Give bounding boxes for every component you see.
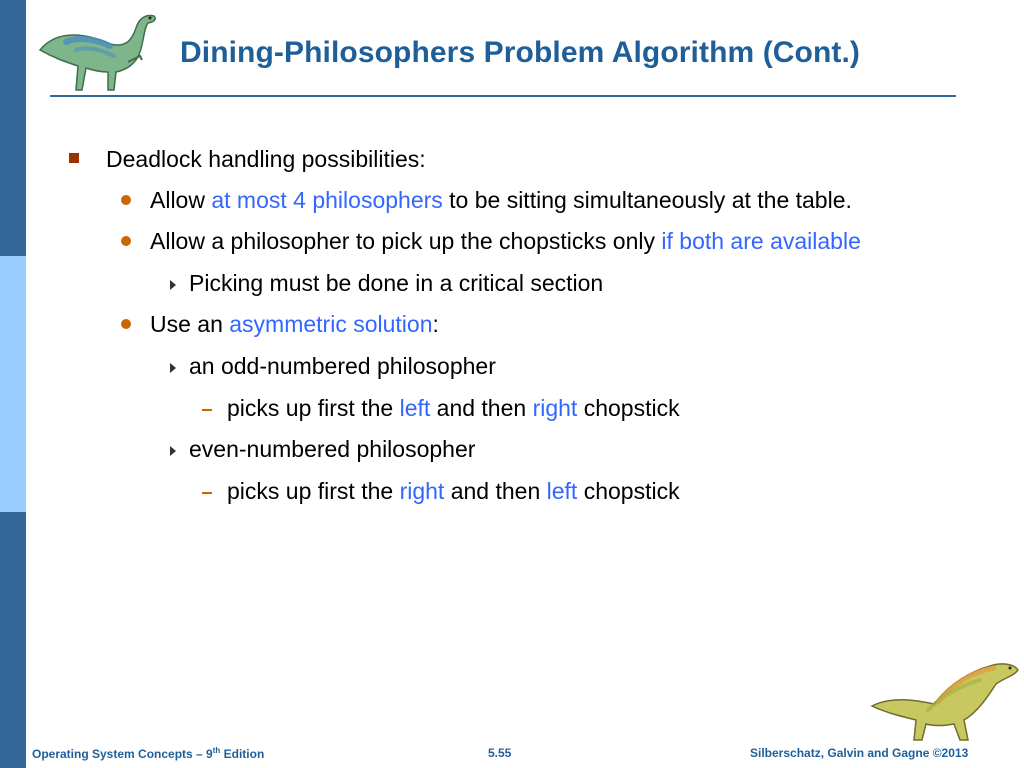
text-segment: Operating System Concepts – 9 (32, 747, 213, 761)
highlight-text: if both are available (661, 228, 861, 254)
bullet-at-most-four (150, 186, 852, 214)
text-segment: Allow a philosopher to pick up the chopsticks only (150, 228, 662, 254)
slide-number: 5.55 (488, 746, 512, 760)
side-bar-top (0, 0, 26, 256)
text-segment: picks up first the (227, 478, 400, 504)
dash-bullet-icon (202, 492, 212, 494)
highlight-text: asymmetric solution (229, 311, 433, 337)
superscript: th (212, 746, 221, 755)
bullet-odd-detail (227, 394, 680, 422)
text-segment: and then (444, 478, 547, 504)
side-bar-bottom (0, 512, 26, 768)
text-segment: chopstick (577, 395, 680, 421)
square-bullet-icon (69, 153, 79, 163)
bullet-asymmetric-solution (150, 310, 439, 338)
dash-bullet-icon (202, 409, 212, 411)
text-segment: to be sitting simultaneously at the table. (442, 187, 852, 213)
triangle-bullet-icon (170, 446, 176, 456)
text-segment: : (432, 311, 439, 337)
highlight-text: left (546, 478, 578, 504)
text-segment: Use an (150, 311, 230, 337)
text-segment: picks up first the (227, 395, 400, 421)
text-segment: Edition (220, 747, 265, 761)
dot-bullet-icon (121, 195, 131, 205)
bullet-if-both-available (150, 227, 861, 255)
side-bar-middle (0, 256, 26, 512)
bullet-even-detail (227, 477, 680, 505)
footer-book-title (32, 746, 264, 761)
highlight-text: right (532, 395, 578, 421)
bullet-odd-numbered: an odd-numbered philosopher (189, 353, 496, 379)
highlight-text: right (399, 478, 445, 504)
bullet-critical-section: Picking must be done in a critical section (189, 270, 604, 296)
text-segment: and then (430, 395, 533, 421)
highlight-text: left (399, 395, 431, 421)
page-title: Dining-Philosophers Problem Algorithm (Cont.) (180, 36, 861, 69)
dinosaur-icon (36, 6, 160, 96)
dot-bullet-icon (121, 236, 131, 246)
title-divider (50, 95, 956, 97)
highlight-text: at most 4 philosophers (211, 187, 443, 213)
triangle-bullet-icon (170, 363, 176, 373)
triangle-bullet-icon (170, 280, 176, 290)
dot-bullet-icon (121, 319, 131, 329)
dinosaur-icon (868, 656, 1020, 744)
text-segment: chopstick (577, 478, 680, 504)
footer-authors: Silberschatz, Galvin and Gagne ©2013 (750, 746, 969, 760)
bullet-deadlock-handling: Deadlock handling possibilities: (106, 146, 426, 172)
text-segment: Allow (150, 187, 212, 213)
bullet-even-numbered: even-numbered philosopher (189, 436, 476, 462)
